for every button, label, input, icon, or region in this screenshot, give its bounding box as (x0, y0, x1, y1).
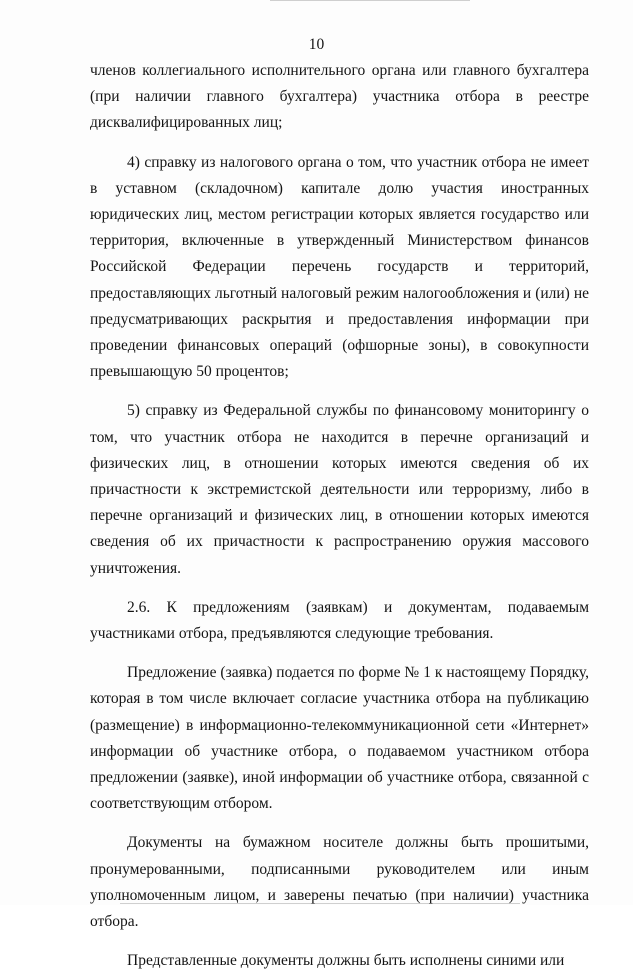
document-body (90, 58, 589, 975)
paragraph-continuation: членов коллегиального исполнительного органа или главного бухгалтера (при наличии главного бухгалтера) участника отбора в реестре дисквалифицированных лиц; (90, 62, 589, 132)
paragraph-documents-ink: Представленные документы должны быть исполнены синими или (127, 952, 565, 970)
paragraph-application-form: Предложение (заявка) подается по форме № 1 к настоящему Порядку, которая в том числе включает согласие участника отбора на публикацию (размещение) в информационно-телекоммуникационной сети «Интернет» информации об участнике отбора, о подаваемом участником отбора предложении (заявке), иной информации об участнике отбора, связанной с соответствующим отбором. (90, 664, 589, 813)
scan-artifact-top (270, 0, 470, 1)
paragraph-paper-documents: Документы на бумажном носителе должны быть прошитыми, пронумерованными, подписанными руководителем или иным уполномоченным лицом, и заверены печатью (при наличии) участника отбора. (90, 834, 589, 931)
paragraph-item-5: 5) справку из Федеральной службы по финансовому мониторингу о том, что участник отбора не находится в перечне организаций и физических лиц, в отношении которых имеются сведения об их причастности к экстремистской деятельности или терроризму, либо в перечне организаций и физических лиц, в отношении которых имеются сведения об их причастности к распространению оружия массового уничтожения. (90, 402, 589, 577)
page-number: 10 (308, 36, 325, 53)
paragraph-section-2-6: 2.6. К предложениям (заявкам) и документам, подаваемым участниками отбора, предъявляются следующие требования. (90, 598, 589, 643)
paragraph-item-4: 4) справку из налогового органа о том, что участник отбора не имеет в уставном (складочном) капитале долю участия иностранных юридических лиц, местом регистрации которых является государство или территория, включенные в утвержденный Министерством финансов Российской Федерации перечень государств и территорий, предоставляющих льготный налоговый режим налогообложения и (или) не предусматривающих раскрытия и предоставления информации при проведении финансовых операций (офшорные зоны), в совокупности превышающую 50 процентов; (90, 153, 589, 381)
